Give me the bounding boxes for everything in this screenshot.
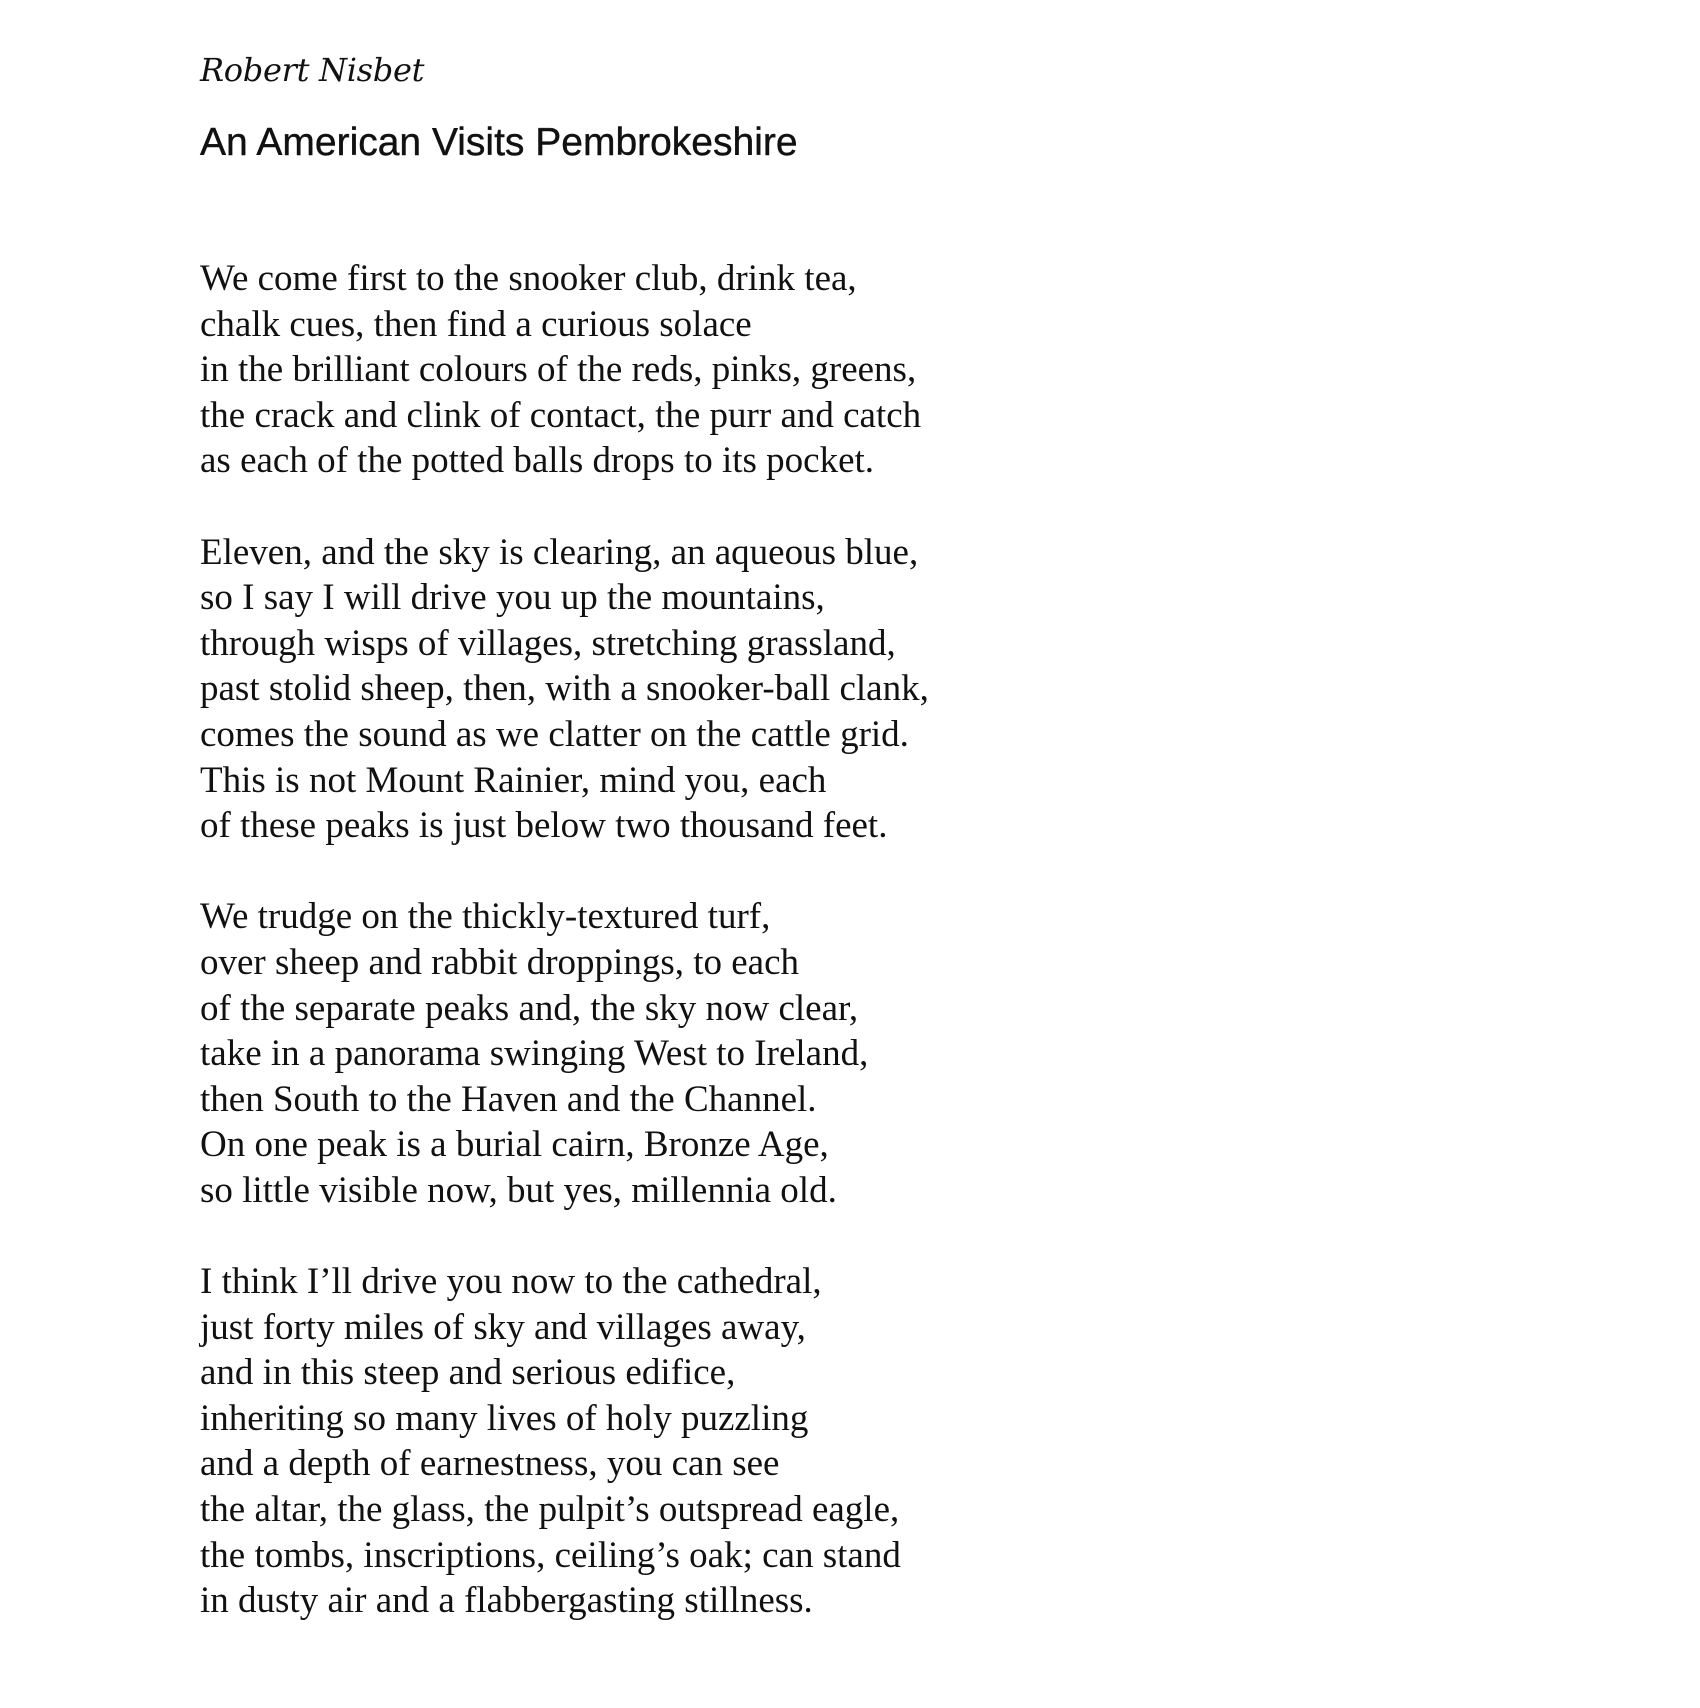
poem-line: through wisps of villages, stretching grassland, [200, 622, 896, 664]
author-name: Robert Nisbet [200, 51, 425, 89]
poem-line: in dusty air and a flabbergasting stillness. [200, 1580, 813, 1622]
poem-line: of the separate peaks and, the sky now clear, [200, 987, 859, 1029]
poem-line: and in this steep and serious edifice, [200, 1352, 736, 1394]
poem-line: so little visible now, but yes, millennia old. [200, 1169, 837, 1211]
poem-line: in the brilliant colours of the reds, pinks, greens, [200, 349, 917, 391]
poem-line: take in a panorama swinging West to Ireland, [200, 1033, 869, 1075]
poem-line: just forty miles of sky and villages away, [200, 1306, 806, 1348]
poem-line: so I say I will drive you up the mountains, [200, 577, 825, 619]
poem-line: Eleven, and the sky is clearing, an aqueous blue, [200, 531, 919, 573]
stanza-4 [200, 1259, 929, 1624]
poem-line: as each of the potted balls drops to its pocket. [200, 440, 875, 482]
poem-line: the altar, the glass, the pulpit’s outspread eagle, [200, 1489, 900, 1531]
poem-line: then South to the Haven and the Channel. [200, 1078, 817, 1120]
stanza-1 [200, 256, 929, 484]
poem-line: the crack and clink of contact, the purr and catch [200, 394, 922, 436]
stanza-3 [200, 894, 929, 1213]
poem-line: We come first to the snooker club, drink tea, [200, 258, 857, 299]
poem-line: chalk cues, then find a curious solace [200, 303, 752, 345]
poem-line: past stolid sheep, then, with a snooker-ball clank, [200, 668, 929, 710]
poem-line: inheriting so many lives of holy puzzling [200, 1397, 809, 1439]
poem-body [200, 256, 929, 1669]
poem-line: I think I’ll drive you now to the cathedral, [200, 1261, 822, 1303]
poem-line: the tombs, inscriptions, ceiling’s oak; can stand [200, 1534, 901, 1576]
poem-title: An American Visits Pembrokeshire [200, 121, 798, 164]
poem-line: of these peaks is just below two thousand feet. [200, 805, 888, 847]
poem-line: and a depth of earnestness, you can see [200, 1443, 780, 1485]
poem-line: We trudge on the thickly-textured turf, [200, 896, 771, 938]
poem-line: On one peak is a burial cairn, Bronze Age, [200, 1124, 829, 1166]
stanza-2 [200, 530, 929, 849]
poem-line: over sheep and rabbit droppings, to each [200, 941, 800, 983]
poem-line: This is not Mount Rainier, mind you, each [200, 759, 827, 801]
poem-line: comes the sound as we clatter on the cattle grid. [200, 713, 909, 755]
